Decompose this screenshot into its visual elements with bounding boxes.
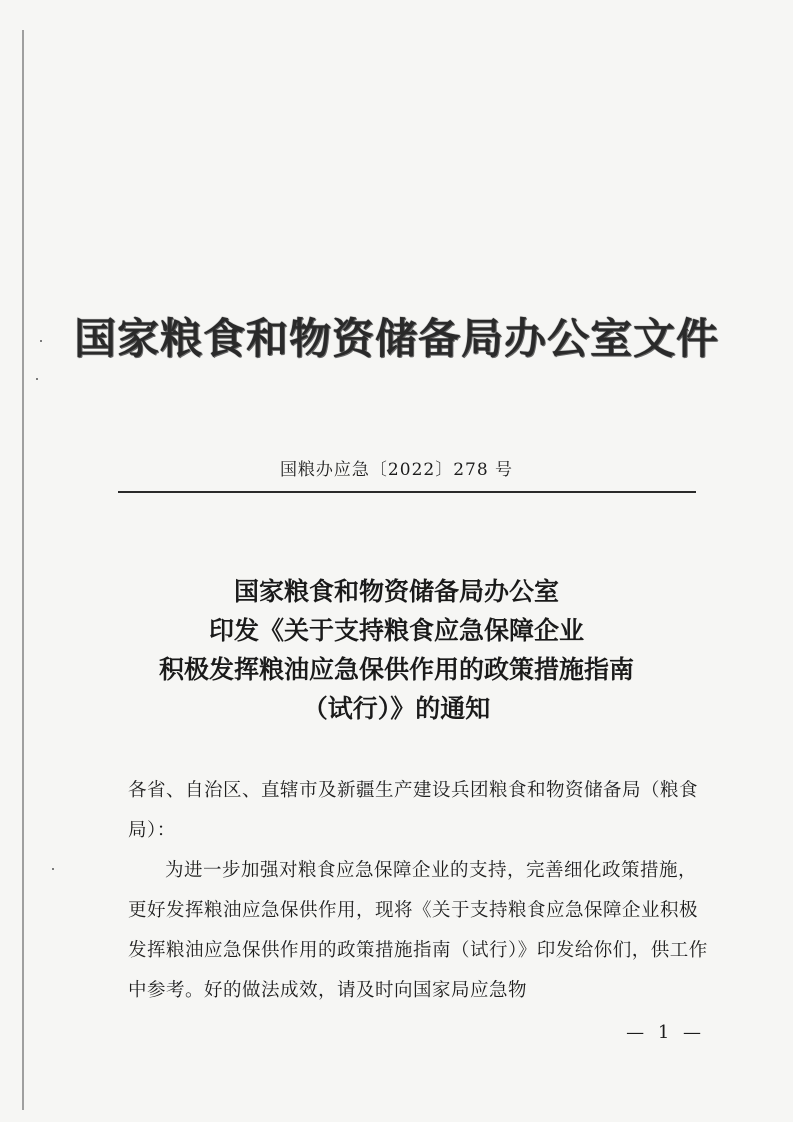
notice-title-line: （试行）》的通知 (302, 694, 491, 723)
notice-title-line: 国家粮食和物资储备局办公室 (233, 577, 559, 606)
page-number: — 1 — (626, 1022, 705, 1043)
scan-speck (52, 868, 54, 870)
notice-title-line: 印发《关于支持粮食应急保障企业 (208, 616, 584, 645)
document-number: 国粮办应急〔2022〕278 号 (279, 460, 514, 480)
scan-speck (36, 378, 38, 380)
agency-document-header: 国家粮食和物资储备局办公室文件 (73, 314, 719, 363)
salutation: 各省、自治区、直辖市及新疆生产建设兵团粮食和物资储备局（粮食局）： (128, 780, 699, 841)
body-paragraph: 为进一步加强对粮食应急保障企业的支持，完善细化政策措施，更好发挥粮油应急保供作用，现将《关于支持粮食应急保障企业积极发挥粮油应急保供作用的政策措施指南（试行）》印发给你们，供工作中参考。好的做法成效，请及时向国家局应急物 (128, 860, 708, 1001)
header-divider (118, 491, 696, 493)
binding-edge-line (22, 30, 24, 1110)
notice-title-line: 积极发挥粮油应急保供作用的政策措施指南 (158, 655, 634, 684)
notice-body (128, 771, 708, 1011)
notice-title (0, 572, 793, 728)
